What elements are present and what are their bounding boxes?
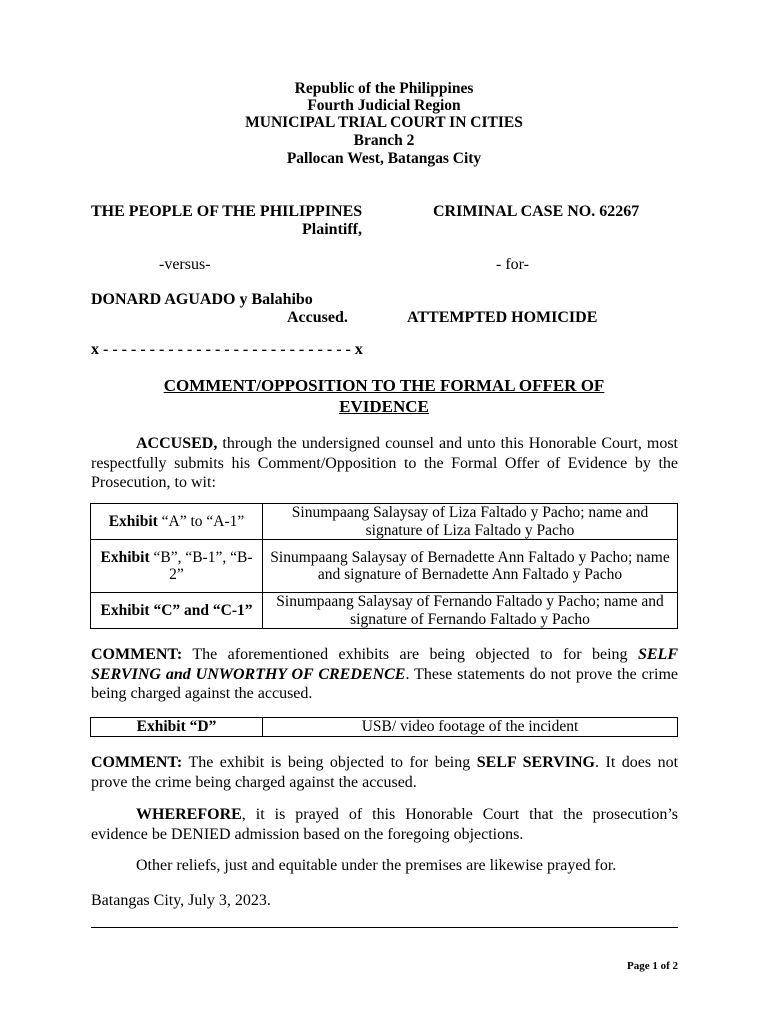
for-label: - for- bbox=[496, 256, 529, 273]
case-number: CRIMINAL CASE NO. 62267 bbox=[433, 203, 640, 220]
court-header-region: Fourth Judicial Region bbox=[307, 97, 461, 114]
crime-charged: ATTEMPTED HOMICIDE bbox=[407, 309, 598, 326]
comment-2-lead: COMMENT: bbox=[91, 754, 183, 771]
court-header-location: Pallocan West, Batangas City bbox=[286, 150, 482, 167]
plaintiff-name: THE PEOPLE OF THE PHILIPPINES bbox=[91, 203, 363, 220]
wherefore-lead: WHEREFORE bbox=[136, 806, 242, 823]
exhibit-description-cell: Sinumpaang Salaysay of Liza Faltado y Pacho; name and signature of Liza Faltado y Pacho bbox=[263, 504, 678, 540]
exhibit-label-cell: Exhibit “D” bbox=[91, 718, 263, 737]
versus-label: -versus- bbox=[159, 256, 211, 273]
court-header-court: MUNICIPAL TRIAL COURT IN CITIES bbox=[245, 114, 523, 131]
exhibit-label-cell: Exhibit “B”, “B-1”, “B-2” bbox=[91, 540, 263, 593]
exhibit-label-cell: Exhibit “C” and “C-1” bbox=[91, 593, 263, 629]
exhibit-description-cell: Sinumpaang Salaysay of Fernando Faltado y Pacho; name and signature of Fernando Faltado y Pacho bbox=[263, 593, 678, 629]
court-header-branch: Branch 2 bbox=[353, 132, 415, 149]
caption-separator: x - - - - - - - - - - - - - - - - - - - - - - - - - - - x bbox=[91, 341, 363, 358]
intro-paragraph bbox=[91, 434, 678, 493]
comment-2-emphasis: SELF SERVING bbox=[476, 754, 595, 771]
table-row bbox=[91, 718, 678, 737]
comment-1-emphasis: SELF SERVING and UNWORTHY OF CREDENCE bbox=[91, 646, 678, 683]
comment-1-lead: COMMENT: bbox=[91, 646, 183, 663]
document-title-line2: EVIDENCE bbox=[339, 397, 429, 416]
accused-role: Accused. bbox=[287, 309, 348, 326]
comment-paragraph-2: COMMENT: The exhibit is being objected to for being SELF SERVING. It does not prove the crime being charged against the accused. bbox=[91, 754, 679, 791]
place-date: Batangas City, July 3, 2023. bbox=[91, 892, 271, 909]
table-row bbox=[91, 540, 678, 593]
table-row bbox=[91, 593, 678, 629]
intro-lead: ACCUSED, bbox=[136, 435, 218, 452]
other-reliefs: Other reliefs, just and equitable under the premises are likewise prayed for. bbox=[136, 857, 617, 874]
exhibit-label-cell: Exhibit “A” to “A-1” bbox=[91, 504, 263, 540]
comment-paragraph-1: COMMENT: The aforementioned exhibits are being objected to for being SELF SERVING and UNWORTHY OF CREDENCE. These statements do not prove the crime being charged against the accused. bbox=[91, 646, 678, 702]
table-row bbox=[91, 504, 678, 540]
exhibit-description-cell: USB/ video footage of the incident bbox=[263, 718, 678, 737]
accused-name: DONARD AGUADO y Balahibo bbox=[91, 291, 313, 308]
page-number: Page 1 of 2 bbox=[626, 960, 678, 972]
exhibit-description-cell: Sinumpaang Salaysay of Bernadette Ann Faltado y Pacho; name and signature of Bernadette Ann Faltado y Pacho bbox=[263, 540, 678, 593]
document-title-line1: COMMENT/OPPOSITION TO THE FORMAL OFFER OF bbox=[163, 376, 605, 395]
intro-text: through the undersigned counsel and unto this Honorable Court, most respectfully submits his Comment/Opposition to the Formal Offer of Evidence by the Prosecution, to wit: bbox=[91, 435, 678, 491]
exhibits-table-abc bbox=[90, 503, 678, 629]
court-header-republic: Republic of the Philippines bbox=[294, 80, 474, 97]
footer-divider bbox=[91, 927, 678, 928]
plaintiff-role: Plaintiff, bbox=[302, 221, 362, 238]
wherefore-paragraph: WHEREFORE, it is prayed of this Honorable Court that the prosecution’s evidence be DENIED admission based on the foregoing objections. bbox=[91, 806, 678, 843]
exhibits-table-d bbox=[90, 717, 678, 737]
